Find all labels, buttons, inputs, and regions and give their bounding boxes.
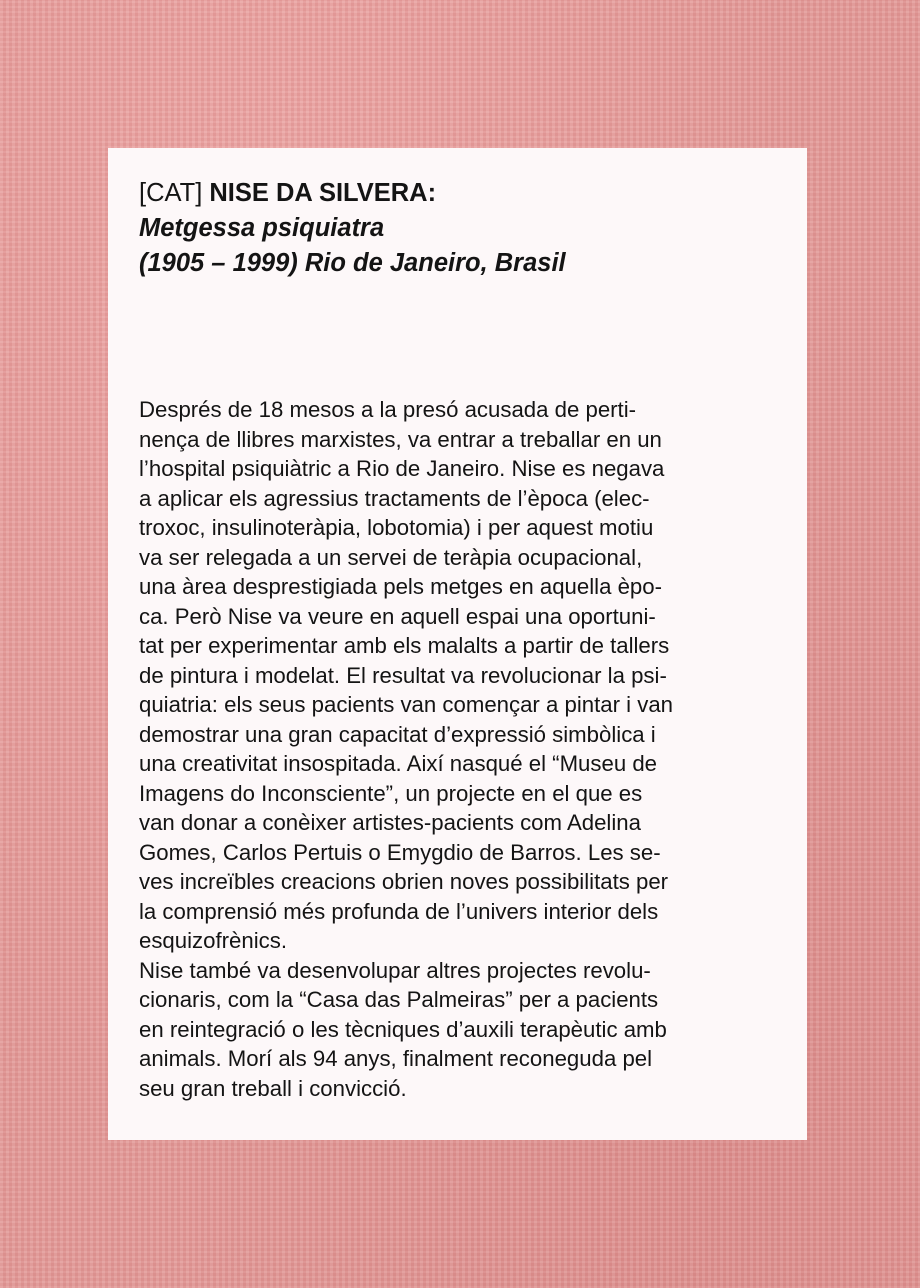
info-card bbox=[108, 148, 807, 1140]
body-paragraph-2: Nise també va desenvolupar altres projectes revolu- cionaris, com la “Casa das Palmeiras” per a pacients en reintegració o les tècniques d’auxili terapèutic amb animals. Morí als 94 anys, finalment reconeguda pel seu gran treball i convicció. bbox=[139, 957, 667, 1101]
person-name: NISE DA SILVERA: bbox=[209, 179, 437, 207]
person-role: Metgessa psiquiatra bbox=[139, 214, 385, 242]
card-body bbox=[139, 395, 777, 1103]
body-paragraph-1: Després de 18 mesos a la presó acusada de perti- nença de llibres marxistes, va entrar a treballar en un l’hospital psiquiàtric a Rio de Janeiro. Nise es negava a aplicar els agressius tractaments de l’època (elec- troxoc, insulinoteràpia, lobotomia) i per aquest motiu va ser relegada a un servei de teràpia ocupacional, una àrea desprestigiada pels metges en aquella èpo- ca. Però Nise va veure en aquell espai una oportuni- tat per experimentar amb els malalts a partir de tallers de pintura i modelat. El resultat va revolucionar la psi- quiatria: els seus pacients van començar a pintar i van demostrar una gran capacitat d’expressió simbòlica i una creativitat insospitada. Així nasqué el “Museu de Imagens do Inconsciente”, un projecte en el que es van donar a conèixer artistes-pacients com Adelina Gomes, Carlos Pertuis o Emygdio de Barros. Les se- ves increïbles creacions obrien noves possibilitats per la comprensió més profunda de l’univers interior dels esquizofrènics. bbox=[139, 397, 674, 953]
language-tag: [CAT] bbox=[139, 179, 203, 207]
person-dates-place: (1905 – 1999) Rio de Janeiro, Brasil bbox=[139, 249, 566, 277]
card-header bbox=[139, 176, 777, 281]
